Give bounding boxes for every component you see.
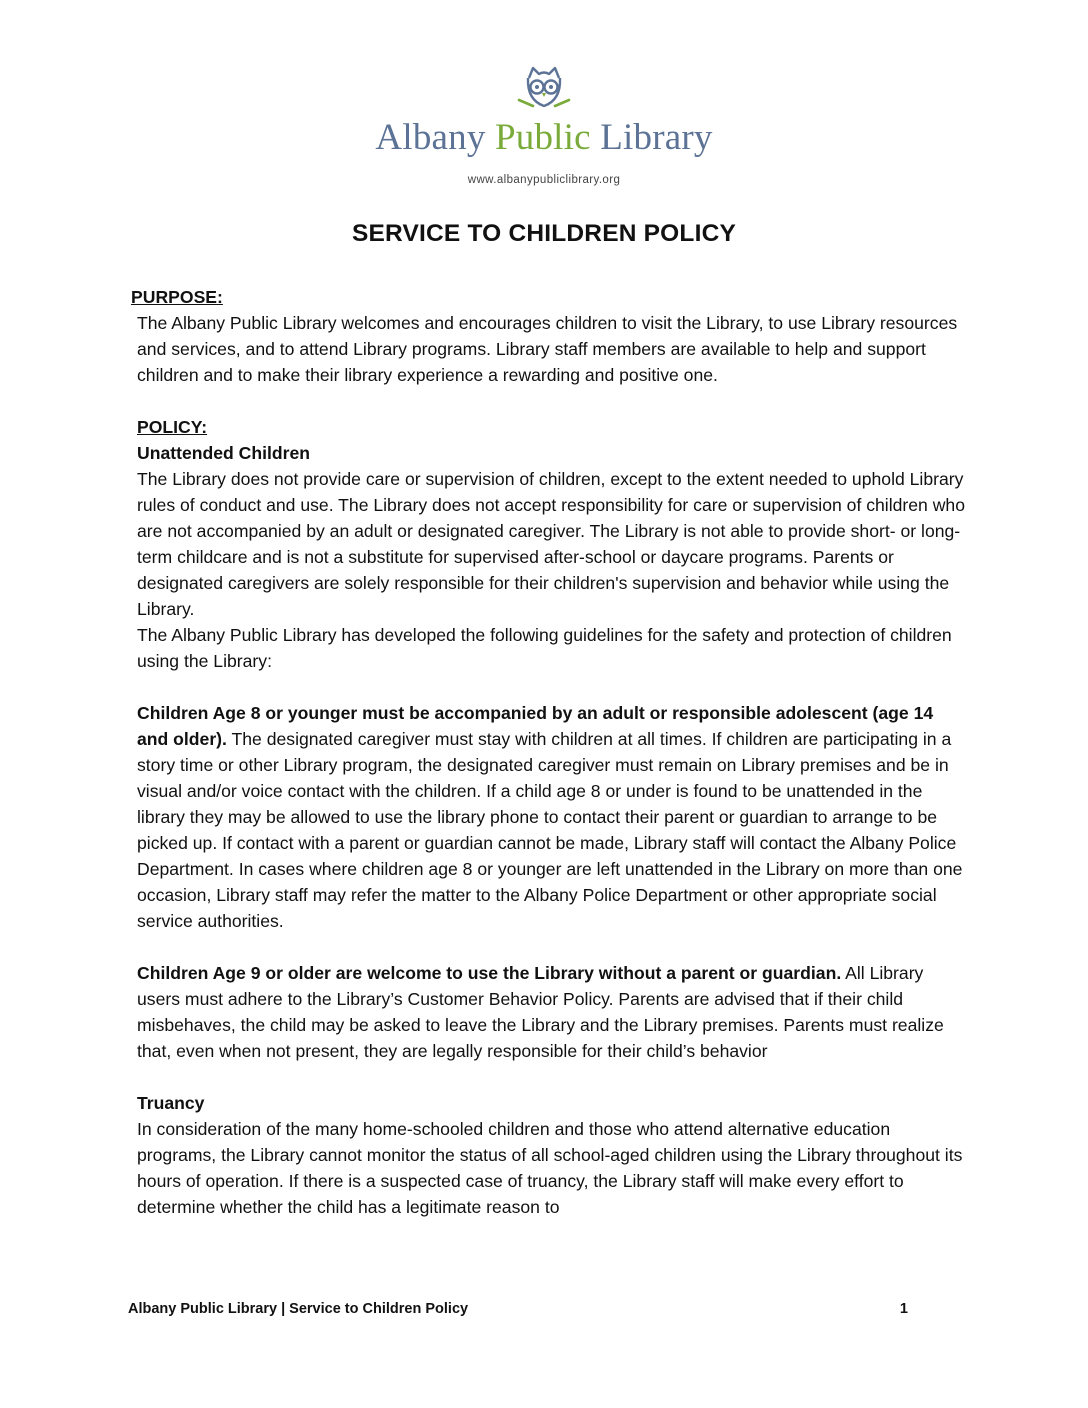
unattended-text: The Library does not provide care or supervision of children, except to the extent needed to uphold Library rules of conduct and use. The Library does not accept responsibility for care or supervision of children who are not accompanied by an adult or designated caregiver. The Library is not able to provide short- or long-term childcare and is not a substitute for supervised after-school or daycare programs. Parents or designated caregivers are solely responsible for their children's supervision and behavior while using the Library. [137,469,966,619]
truancy-heading: Truancy [137,1093,205,1113]
age8-text: The designated caregiver must stay with children at all times. If children are participating in a story time or other Library program, the designated caregiver must remain on Library premises and be in visual and/or voice contact with the children. If a child age 8 or under is found to be unattended in the library they may be allowed to use the library phone to contact their parent or guardian to arrange to be picked up. If contact with a parent or guardian cannot be made, Library staff will contact the Albany Police Department. In cases where children age 8 or younger are left unattended in the Library on more than one occasion, Library staff may refer the matter to the Albany Police Department or other appropriate social service authorities. [137,729,963,931]
library-url: www.albanypubliclibrary.org [467,174,621,186]
library-name [0,118,1088,158]
document-body [131,284,967,1220]
page-footer [128,1301,908,1317]
truancy-text: In consideration of the many home-schooled children and those who attend alternative education programs, the Library cannot monitor the status of all school-aged children using the Library throughout its hours of operation. If there is a suspected case of truancy, the Library staff will make every effort to determine whether the child has a legitimate reason to [137,1119,963,1217]
age8-bold: Children Age 8 or younger must be accompanied by an adult or responsible adolescent (age 14 and older). [137,703,934,749]
letterhead [0,62,1088,186]
guidelines-intro: The Albany Public Library has developed the following guidelines for the safety and protection of children using the Library: [137,625,952,671]
purpose-heading: PURPOSE: [131,287,223,307]
owl-logo-icon [515,62,573,114]
brand-word-public: Public [495,117,591,158]
unattended-heading: Unattended Children [137,443,311,463]
page-number: 1 [899,1301,908,1317]
page-title: SERVICE TO CHILDREN POLICY [351,220,737,247]
age9-text: All Library users must adhere to the Library’s Customer Behavior Policy. Parents are advised that if their child misbehaves, the child may be asked to leave the Library and the Library premises. Parents must realize that, even when not present, they are legally responsible for their child’s behavior [137,963,944,1061]
brand-word-albany: Albany [375,117,486,158]
footer-label: Albany Public Library | Service to Children Policy [128,1301,469,1317]
policy-heading: POLICY: [137,417,208,437]
purpose-text: The Albany Public Library welcomes and encourages children to visit the Library, to use Library resources and services, and to attend Library programs. Library staff members are available to help and support children and to make their library experience a rewarding and positive one. [137,313,958,385]
age8-paragraph [137,700,967,934]
age9-paragraph [137,960,967,1064]
brand-word-library: Library [600,117,713,158]
age9-bold: Children Age 9 or older are welcome to use the Library without a parent or guardian. [137,963,842,983]
